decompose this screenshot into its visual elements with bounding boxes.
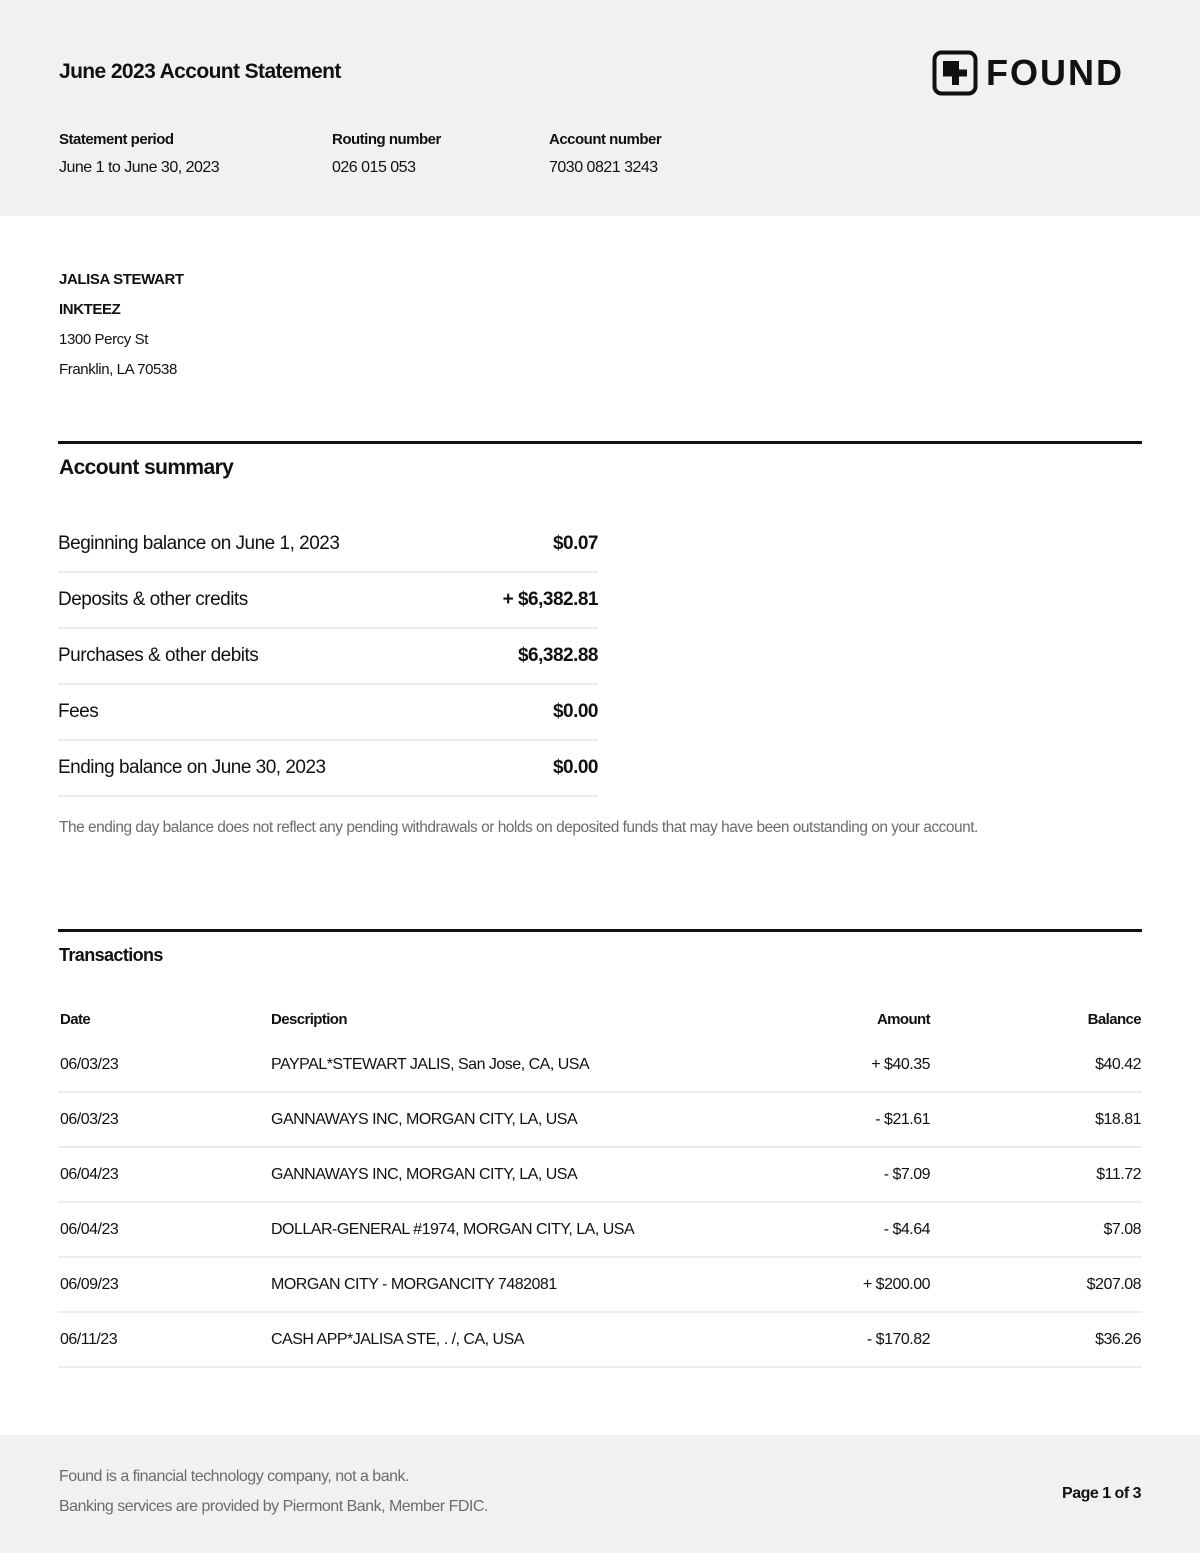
table-row xyxy=(58,1148,1142,1203)
found-plus-icon xyxy=(932,50,978,96)
transaction-description: DOLLAR-GENERAL #1974, MORGAN CITY, LA, USA xyxy=(271,1220,635,1238)
footer-line-1: Found is a financial technology company, not a bank. xyxy=(59,1468,409,1485)
table-row xyxy=(58,1203,1142,1258)
company-name: INKTEEZ xyxy=(59,301,121,318)
account-number xyxy=(549,131,661,177)
transaction-amount: + $200.00 xyxy=(862,1275,930,1293)
page-number: Page 1 of 3 xyxy=(1062,1485,1141,1502)
transaction-balance: $7.08 xyxy=(1103,1220,1141,1238)
section-divider xyxy=(58,929,1142,932)
transaction-amount: - $4.64 xyxy=(883,1220,930,1238)
transaction-balance: $36.26 xyxy=(1095,1330,1141,1348)
transaction-balance: $18.81 xyxy=(1095,1110,1141,1128)
section-divider xyxy=(58,441,1142,444)
summary-amount: $0.00 xyxy=(552,701,598,722)
page-title: June 2023 Account Statement xyxy=(59,60,341,83)
transaction-date: 06/04/23 xyxy=(60,1165,119,1183)
found-logo xyxy=(932,50,1124,96)
footer-line-2: Banking services are provided by Piermont Bank, Member FDIC. xyxy=(59,1498,488,1515)
transaction-description: MORGAN CITY - MORGANCITY 7482081 xyxy=(271,1275,557,1293)
summary-row xyxy=(58,685,598,741)
column-header-description: Description xyxy=(271,1010,347,1028)
transaction-balance: $11.72 xyxy=(1096,1165,1141,1183)
statement-period-value: June 1 to June 30, 2023 xyxy=(59,159,220,176)
summary-row xyxy=(58,573,598,629)
column-header-amount: Amount xyxy=(876,1010,930,1028)
summary-amount: $0.00 xyxy=(552,757,598,778)
transaction-date: 06/11/23 xyxy=(60,1330,118,1348)
logo-text: FOUND xyxy=(986,52,1124,93)
account-summary-title: Account summary xyxy=(59,456,234,479)
column-header-date: Date xyxy=(60,1010,91,1028)
street-address: 1300 Percy St xyxy=(59,331,149,348)
transaction-description: GANNAWAYS INC, MORGAN CITY, LA, USA xyxy=(271,1110,578,1128)
transaction-description: PAYPAL*STEWART JALIS, San Jose, CA, USA xyxy=(271,1055,590,1073)
summary-label: Purchases & other debits xyxy=(58,645,259,666)
transactions-table xyxy=(58,1000,1142,1368)
transaction-date: 06/03/23 xyxy=(60,1055,119,1073)
summary-row xyxy=(58,517,598,573)
summary-label: Beginning balance on June 1, 2023 xyxy=(58,533,340,554)
table-row xyxy=(58,1038,1142,1093)
transactions-title: Transactions xyxy=(59,945,163,965)
transaction-balance: $207.08 xyxy=(1086,1275,1141,1293)
column-header-balance: Balance xyxy=(1087,1010,1141,1028)
transaction-amount: + $40.35 xyxy=(871,1055,930,1073)
summary-label: Fees xyxy=(58,701,99,722)
footer-disclosure xyxy=(59,1467,488,1527)
routing-number-value: 026 015 053 xyxy=(332,159,416,176)
transaction-date: 06/03/23 xyxy=(60,1110,119,1128)
summary-amount: $6,382.88 xyxy=(517,645,598,666)
account-number-value: 7030 0821 3243 xyxy=(549,159,658,176)
city-state-zip: Franklin, LA 70538 xyxy=(59,361,177,378)
account-summary-table xyxy=(58,517,598,797)
statement-header xyxy=(0,0,1200,216)
transaction-amount: - $7.09 xyxy=(883,1165,930,1183)
table-row xyxy=(58,1313,1142,1368)
transaction-description: GANNAWAYS INC, MORGAN CITY, LA, USA xyxy=(271,1165,578,1183)
summary-amount: + $6,382.81 xyxy=(502,589,598,610)
mailing-address xyxy=(59,270,184,390)
account-number-label: Account number xyxy=(549,131,662,148)
balance-disclaimer: The ending day balance does not reflect any pending withdrawals or holds on deposited funds that may have been outstanding on your account. xyxy=(59,819,978,836)
transaction-amount: - $21.61 xyxy=(875,1110,930,1128)
summary-label: Ending balance on June 30, 2023 xyxy=(58,757,326,778)
summary-row xyxy=(58,629,598,685)
routing-number xyxy=(332,131,441,177)
transaction-description: CASH APP*JALISA STE, . /, CA, USA xyxy=(271,1330,524,1348)
account-holder-name: JALISA STEWART xyxy=(59,271,184,288)
summary-label: Deposits & other credits xyxy=(58,589,248,610)
routing-number-label: Routing number xyxy=(332,131,441,148)
summary-row xyxy=(58,741,598,797)
transaction-amount: - $170.82 xyxy=(866,1330,930,1348)
page-footer xyxy=(0,1435,1200,1553)
transaction-date: 06/09/23 xyxy=(60,1275,119,1293)
table-row xyxy=(58,1093,1142,1148)
table-header xyxy=(58,1000,1142,1038)
table-row xyxy=(58,1258,1142,1313)
statement-period xyxy=(59,131,219,177)
transaction-balance: $40.42 xyxy=(1095,1055,1141,1073)
summary-amount: $0.07 xyxy=(552,533,598,554)
statement-period-label: Statement period xyxy=(59,131,174,148)
transaction-date: 06/04/23 xyxy=(60,1220,119,1238)
